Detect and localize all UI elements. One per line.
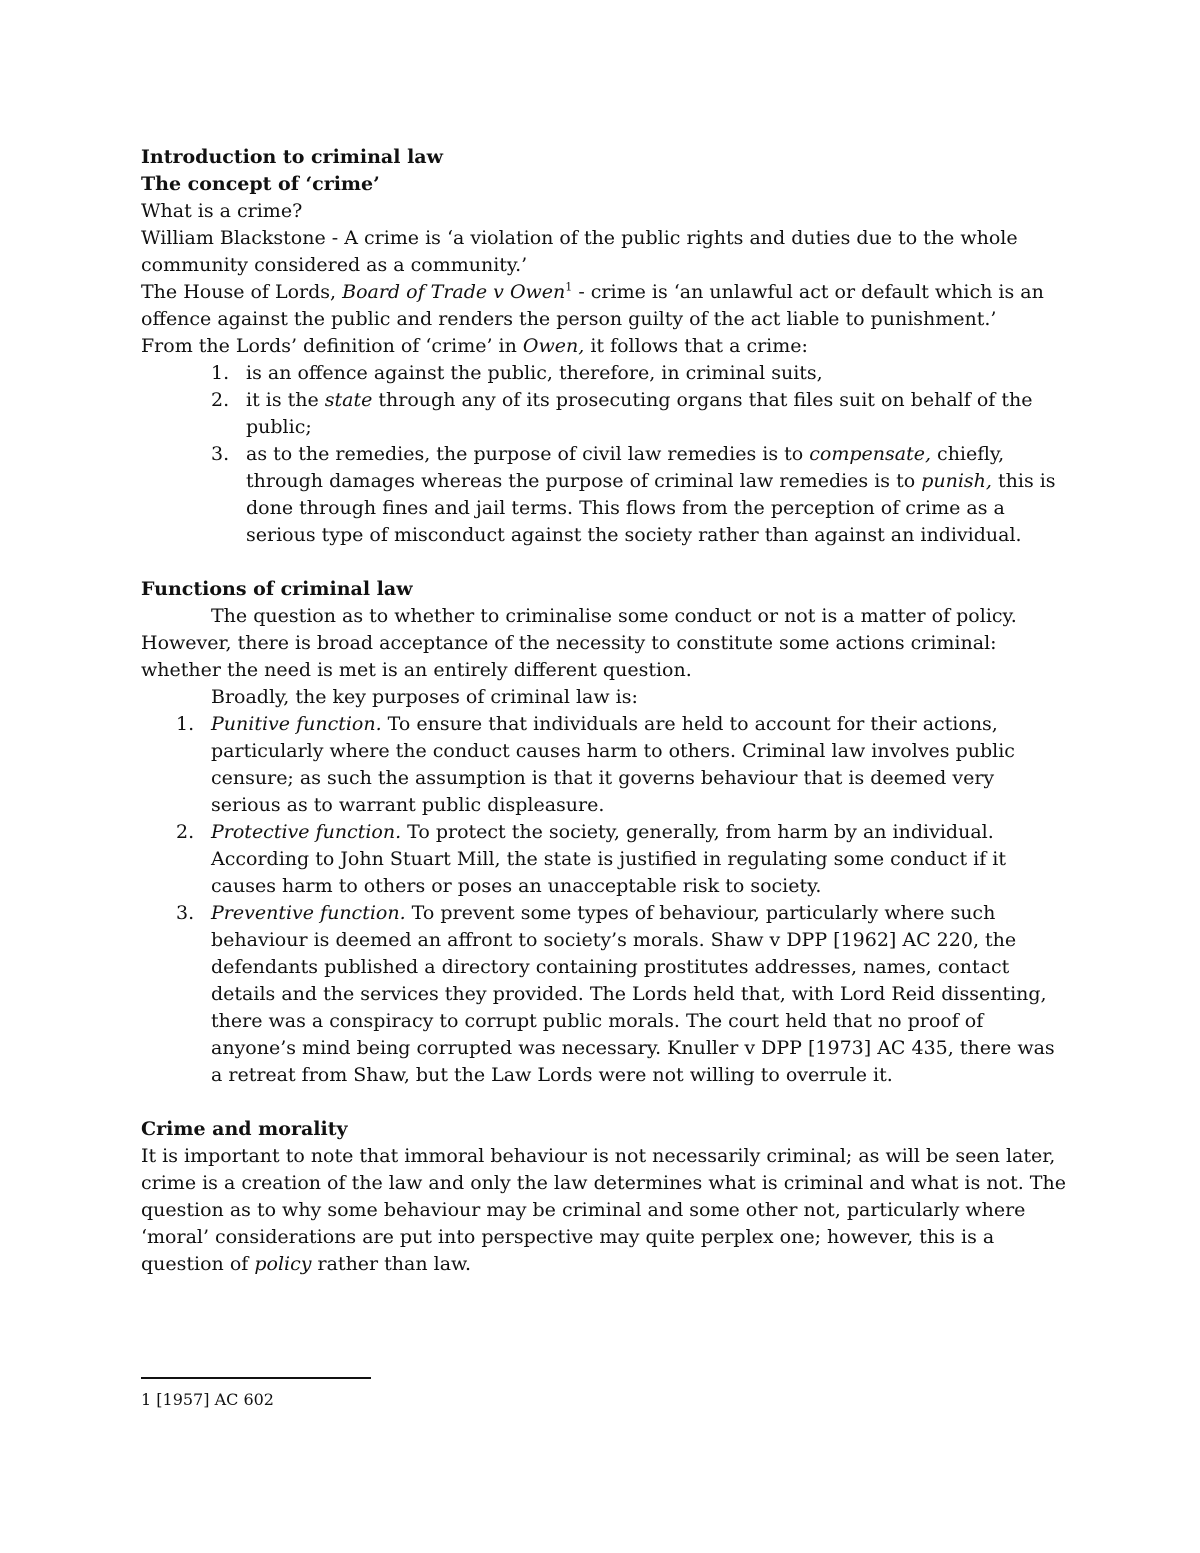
footnote-number: 1 xyxy=(141,1390,152,1409)
list-number: 1. xyxy=(211,362,230,384)
list-item xyxy=(211,360,1066,387)
morality-text: rather than law. xyxy=(311,1253,472,1275)
list-item xyxy=(176,819,1066,900)
footnote-ref: 1 xyxy=(565,280,573,294)
list-item-text: To protect the society, generally, from harm by an individual. According to John Stuart Mill, the state is justified in regulating some conduct if it causes harm to others or poses an unacceptable risk to society. xyxy=(211,821,1007,897)
crime-attributes-list xyxy=(141,360,1066,549)
list-item xyxy=(176,900,1066,1089)
document-body xyxy=(141,144,1066,1278)
footnote-text: [1957] AC 602 xyxy=(151,1390,274,1409)
list-item-text: as to the remedies, the purpose of civil law remedies is to xyxy=(246,443,810,465)
functions-list xyxy=(141,711,1066,1089)
blackstone-definition: William Blackstone - A crime is ‘a violation of the public rights and duties due to the whole community considered as a community.’ xyxy=(141,227,1018,276)
morality-paragraph xyxy=(141,1143,1066,1278)
list-number: 1. xyxy=(176,713,195,735)
lords-post: - crime is ‘an unlawful act or default which is an offence against the public and renders the person guilty of the act liable to punishment.’ xyxy=(141,281,1044,330)
section-heading-morality: Crime and morality xyxy=(141,1118,348,1140)
function-name: Protective function. xyxy=(211,821,402,843)
list-item xyxy=(211,387,1066,441)
list-item-text: through any of its prosecuting organs that files suit on behalf of the public; xyxy=(246,389,1033,438)
list-item-text: it is the xyxy=(246,389,325,411)
list-item xyxy=(211,441,1066,549)
list-item-text: is an offence against the public, therefore, in criminal suits, xyxy=(246,362,823,384)
list-item-text: To prevent some types of behaviour, particularly where such behaviour is deemed an affront to society’s morals. Shaw v DPP [1962] AC 220, the defendants published a directory containing prostitutes addresses, names, contact details and the services they provided. The Lords held that, with Lord Reid dissenting, there was a conspiracy to corrupt public morals. The court held that no proof of anyone’s mind being corrupted was necessary. Knuller v DPP [1973] AC 435, there was a retreat from Shaw, but the Law Lords were not willing to overrule it. xyxy=(211,902,1055,1086)
list-number: 2. xyxy=(211,389,230,411)
case-name-owen-short: Owen, xyxy=(522,335,585,357)
list-number: 3. xyxy=(211,443,230,465)
function-name: Preventive function. xyxy=(211,902,406,924)
list-item-text: To ensure that individuals are held to account for their actions, particularly where the conduct causes harm to others. Criminal law involves public censure; as such the assumption is that it governs behaviour that is deemed very serious as to warrant public displeasure. xyxy=(211,713,1015,816)
section-heading-functions: Functions of criminal law xyxy=(141,578,413,600)
lords-definition xyxy=(141,279,1066,333)
lords-follow-pre: From the Lords’ definition of ‘crime’ in xyxy=(141,335,523,357)
functions-paragraph: The question as to whether to criminalise some conduct or not is a matter of policy. However, there is broad acceptance of the necessity to constitute some actions criminal: whether the need is met is an entirely different question. xyxy=(141,605,1017,681)
list-item-text: this is done through fines and jail terms. This flows from the perception of crime as a serious type of misconduct against the society rather than against an individual. xyxy=(246,470,1056,546)
emphasis-text: policy xyxy=(254,1253,312,1275)
footnote xyxy=(141,1389,274,1411)
list-number: 2. xyxy=(176,821,195,843)
function-name: Punitive function. xyxy=(211,713,382,735)
document-title: Introduction to criminal law xyxy=(141,146,443,168)
section-heading-concept: The concept of ‘crime’ xyxy=(141,173,380,195)
lords-follow-post: it follows that a crime: xyxy=(584,335,808,357)
functions-intro: Broadly, the key purposes of criminal law is: xyxy=(211,686,638,708)
list-item xyxy=(176,711,1066,819)
emphasis-text: punish, xyxy=(921,470,992,492)
lords-pre: The House of Lords, xyxy=(141,281,343,303)
footnote-separator xyxy=(141,1377,371,1379)
list-number: 3. xyxy=(176,902,195,924)
emphasis-text: compensate, xyxy=(809,443,932,465)
morality-text: It is important to note that immoral behaviour is not necessarily criminal; as will be seen later, crime is a creation of the law and only the law determines what is criminal and what is not. The question as to why some behaviour may be criminal and some other not, particularly where ‘moral’ considerations are put into perspective may quite perplex one; however, this is a question of xyxy=(141,1145,1066,1275)
question-text: What is a crime? xyxy=(141,200,303,222)
lords-follow xyxy=(141,333,1066,360)
case-name-owen: Board of Trade v Owen xyxy=(342,281,566,303)
emphasis-text: state xyxy=(324,389,373,411)
list-item-text: chiefly, through damages whereas the purpose of criminal law remedies is to xyxy=(246,443,1005,492)
